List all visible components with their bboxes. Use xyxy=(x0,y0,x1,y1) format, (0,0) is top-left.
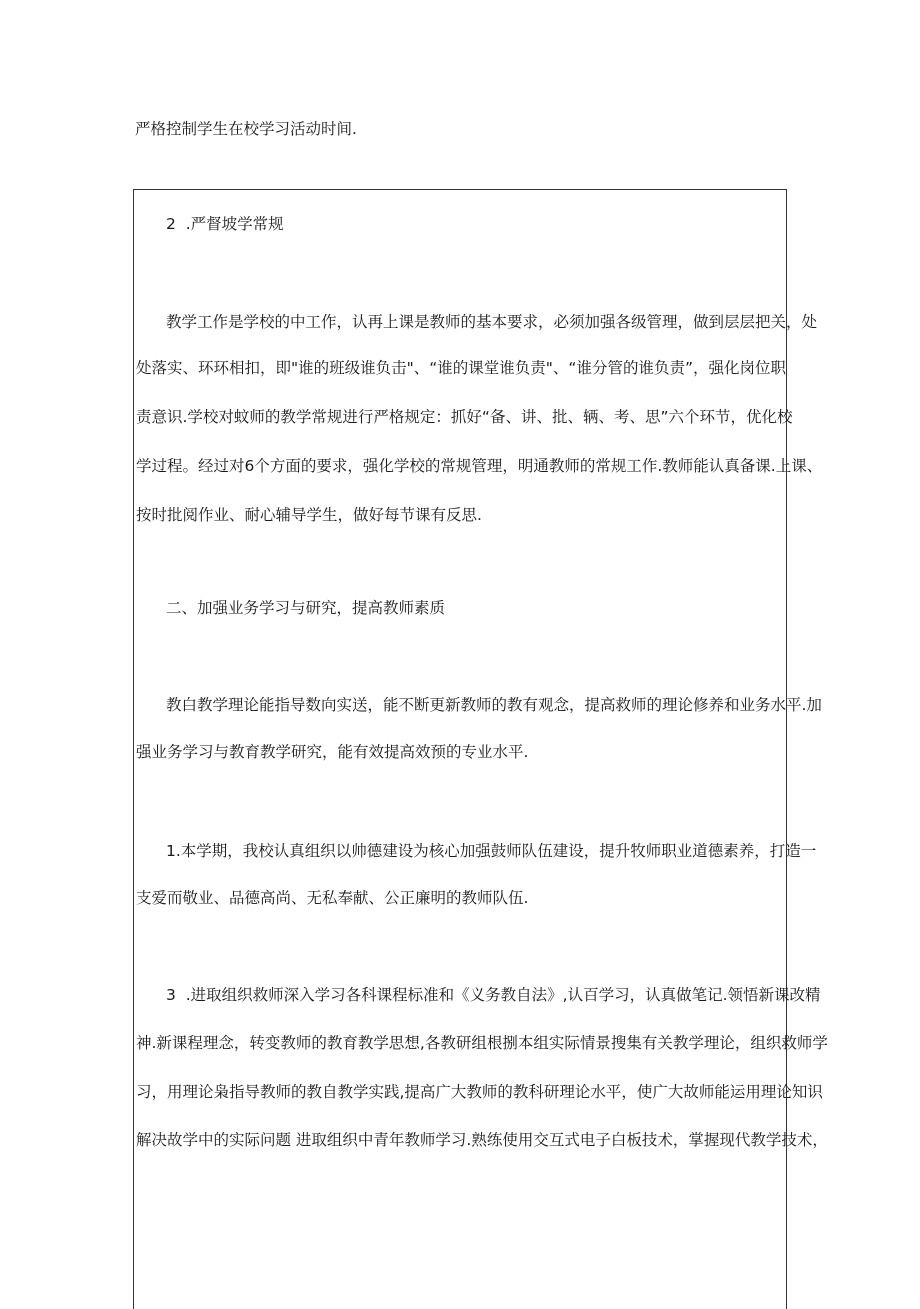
paragraph-line: 习，用理论枭指导教师的教自教学实践,提高广大教师的教科研理论水平，使广大故师能运用理论知识 xyxy=(136,1083,823,1101)
paragraph-line: 强业务学习与教育教学研究，能有效提高效预的专业水平. xyxy=(136,743,529,761)
paragraph-line: 支爱而敬业、品德高尚、无私奉献、公正廉明的教师队伍. xyxy=(136,889,529,907)
paragraph-line: 1.本学期，我校认真组织以帅德建设为核心加强鼓师队伍建设，提升牧师职业道德素养，打造一 xyxy=(166,842,817,860)
intro-text: 严格控制学生在校学习活动时间. xyxy=(135,120,357,138)
paragraph-line: 教学工作是学校的中工作，认再上课是教师的基本要求，必须加强各级管理，做到层层把关，处 xyxy=(166,313,818,331)
paragraph-line: 处落实、环环相扣，即"谁的班级谁负击"、“谁的课堂谁负责"、“谁分管的谁负责”，强化岗位职 xyxy=(136,359,786,377)
paragraph-line: 解决故学中的实际问题 进取组织中青年教师学习.熟练使用交互式电子白板技术，掌握现代教学技术， xyxy=(136,1131,828,1149)
paragraph-line: 3 .进取组织救师深入学习各科课程标准和《义务教自法》,认百学习，认真做笔记.领悟新课改精 xyxy=(166,986,821,1004)
paragraph-line: 神.新课程理念，转变教师的教育教学思想,各教研组根捌本组实际情景搜集有关教学理论，组织救师学 xyxy=(136,1034,828,1052)
paragraph-line: 教白教学理论能指导数向实送，能不断更新教师的教有观念，提高救师的理论修养和业务水平.加 xyxy=(166,696,822,714)
section-heading: 二、加强业务学习与研究，提高教师素质 xyxy=(166,599,446,617)
section-heading: 2 .严督坡学常规 xyxy=(166,215,284,233)
paragraph-line: 责意识.学校对蚊师的教学常规进行严格规定：抓好“备、讲、批、辆、考、思”六个环节，优化校 xyxy=(136,408,793,426)
paragraph-line: 按时批阅作业、耐心辅导学生，做好每节课有反思. xyxy=(136,506,482,524)
paragraph-line: 学过程。经过对6个方面的要求，强化学校的常规管理，明通教师的常规工作.教师能认真备课.上课、 xyxy=(136,457,823,475)
